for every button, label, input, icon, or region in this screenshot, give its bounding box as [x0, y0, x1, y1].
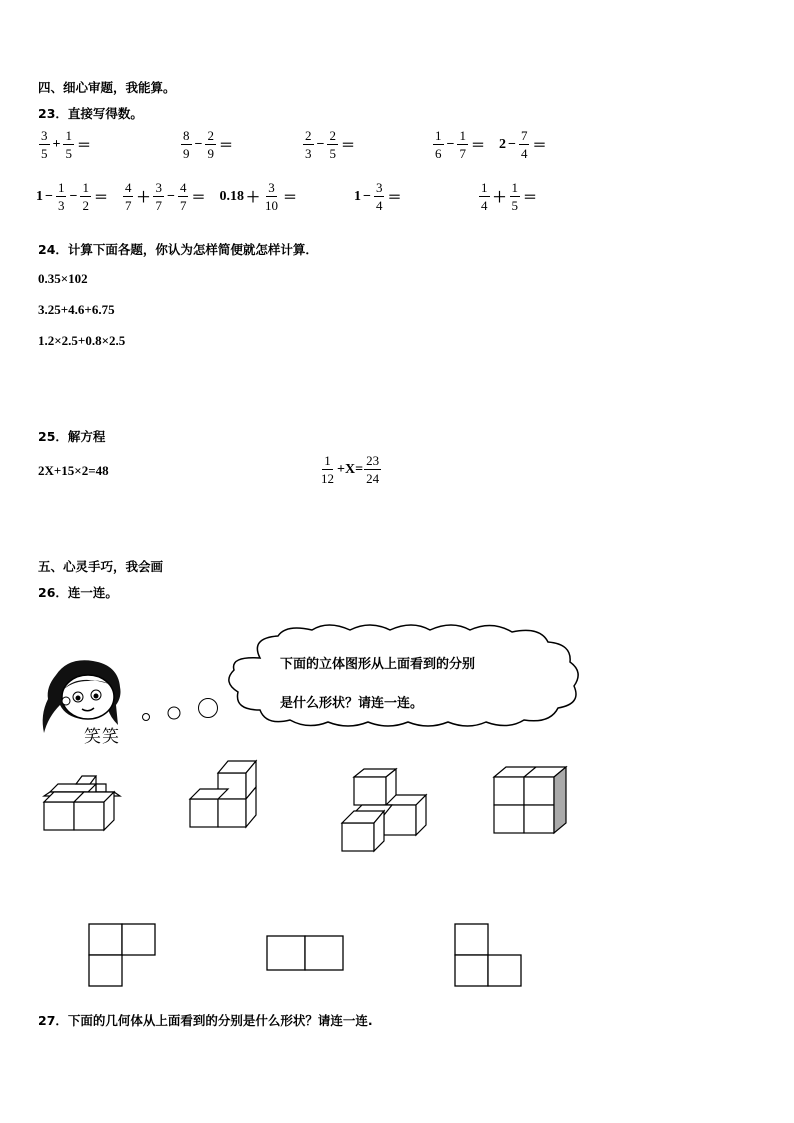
top-view-option-2[interactable] [264, 934, 348, 974]
q24-item: 0.35×102 [38, 271, 88, 286]
thought-cloud [220, 622, 585, 732]
fraction-numerator: 23 [366, 453, 380, 468]
section4-title: 四、细心审题，我能算。 [38, 80, 176, 95]
fraction-numerator: 1 [459, 128, 466, 143]
q23-expr [302, 128, 369, 161]
fraction-numerator: 3 [268, 180, 275, 195]
solid-figure-4 [490, 765, 572, 839]
fraction-numerator: 1 [82, 180, 89, 195]
fraction-numerator: 2 [207, 128, 214, 143]
fraction-numerator: 1 [481, 180, 488, 195]
fraction-denominator: 5 [65, 146, 72, 161]
fraction [205, 128, 216, 161]
q24-label: 24．计算下面各题，你认为怎样简便就怎样计算． [38, 242, 318, 257]
fraction [327, 128, 338, 161]
bubble-line-1: 下面的立体图形从上面看到的分别 [280, 657, 476, 672]
q25-equation-1: 2X+15×2=48 [38, 463, 109, 478]
math-operator: ＋ [136, 190, 151, 206]
fraction-numerator: 8 [183, 128, 190, 143]
fraction-denominator: 9 [207, 146, 214, 161]
math-operator: − [316, 136, 325, 152]
math-operator: ＝ [532, 138, 547, 154]
q26-label: 26．连一连。 [38, 585, 118, 600]
fraction-denominator: 7 [179, 198, 187, 213]
math-operator: ＝ [191, 190, 206, 206]
fraction [479, 180, 490, 213]
character-name: 笑笑 [84, 727, 120, 747]
fraction [63, 128, 74, 161]
math-text: 1 [36, 188, 43, 204]
math-operator: ＝ [218, 138, 233, 154]
fraction-denominator: 7 [155, 198, 162, 213]
fraction-numerator: 3 [375, 180, 383, 195]
math-operator: − [69, 188, 78, 204]
fraction [39, 128, 50, 161]
bubble-line-2: 是什么形状？请连一连。 [280, 696, 424, 711]
fraction [123, 180, 134, 213]
fraction-numerator: 1 [57, 180, 65, 195]
fraction-denominator: 12 [321, 471, 334, 486]
top-view-option-1[interactable] [86, 922, 158, 988]
fraction [263, 180, 280, 213]
top-view-option-3[interactable] [452, 922, 526, 988]
fraction-denominator: 5 [511, 198, 518, 213]
fraction-numerator: 4 [124, 180, 132, 195]
fraction-denominator: 7 [459, 146, 466, 161]
q25-equation-2 [318, 453, 382, 486]
fraction [181, 128, 192, 161]
q23-expr [36, 180, 311, 213]
math-operator: − [446, 136, 455, 152]
math-operator: ＝ [387, 190, 402, 206]
q23-expr [180, 128, 247, 161]
q23-expr [354, 180, 415, 213]
q23-expr [478, 180, 551, 213]
fraction-numerator: 2 [329, 128, 336, 143]
q24-item: 1.2×2.5+0.8×2.5 [38, 333, 126, 348]
thought-dots [140, 695, 220, 725]
math-operator: ＋ [245, 190, 260, 206]
q23-expr [432, 128, 560, 161]
solid-figure-2 [186, 755, 266, 831]
q24-item: 3.25+4.6+6.75 [38, 302, 115, 317]
q27-label: 27．下面的几何体从上面看到的分别是什么形状？请连一连. [38, 1013, 373, 1028]
fraction [319, 453, 336, 486]
fraction-numerator: 3 [41, 128, 48, 143]
fraction-numerator: 1 [435, 128, 442, 143]
fraction-numerator: 4 [179, 180, 187, 195]
math-operator: + [52, 136, 61, 152]
fraction-numerator: 1 [511, 180, 518, 195]
fraction-denominator: 24 [366, 471, 380, 486]
section5-title: 五、心灵手巧，我会画 [38, 559, 164, 574]
math-operator: ＝ [470, 138, 485, 154]
math-text: 1 [354, 188, 361, 204]
fraction-denominator: 5 [41, 146, 48, 161]
fraction [178, 180, 189, 213]
fraction-denominator: 9 [183, 146, 190, 161]
fraction-denominator: 7 [124, 198, 132, 213]
fraction-numerator: 1 [65, 128, 72, 143]
math-operator: ＝ [282, 190, 297, 206]
fraction [153, 180, 164, 213]
math-operator: − [45, 188, 53, 204]
fraction-denominator: 4 [520, 146, 528, 161]
fraction [374, 180, 385, 213]
fraction [364, 453, 381, 486]
fraction-denominator: 5 [329, 146, 336, 161]
fraction [433, 128, 444, 161]
math-operator: ＝ [76, 138, 91, 154]
solid-figure-1 [38, 772, 128, 834]
math-operator: − [166, 188, 175, 204]
q23-expr [38, 128, 105, 161]
fraction-denominator: 6 [435, 146, 442, 161]
math-operator: ＝ [523, 190, 537, 206]
fraction-numerator: 1 [324, 453, 331, 468]
fraction-numerator: 3 [155, 180, 162, 195]
math-operator: − [194, 136, 203, 152]
math-operator: ＝ [93, 190, 108, 206]
fraction-numerator: 2 [305, 128, 312, 143]
fraction-denominator: 3 [305, 146, 312, 161]
fraction-denominator: 4 [375, 198, 383, 213]
fraction-denominator: 4 [481, 198, 488, 213]
math-text: +X= [337, 461, 364, 477]
fraction [80, 180, 91, 213]
fraction [457, 128, 468, 161]
fraction-denominator: 10 [264, 198, 278, 213]
fraction-denominator: 3 [57, 198, 65, 213]
fraction-numerator: 7 [520, 128, 528, 143]
math-operator: − [507, 136, 516, 152]
q23-label: 23．直接写得数。 [38, 106, 143, 121]
math-operator: ＋ [492, 190, 507, 206]
math-text: 0.18 [219, 188, 244, 204]
fraction [56, 180, 67, 213]
math-operator: ＝ [340, 138, 355, 154]
fraction [510, 180, 521, 213]
q25-label: 25．解方程 [38, 429, 106, 444]
math-text: 2 [498, 136, 506, 152]
solid-figure-3 [338, 765, 428, 855]
math-operator: − [363, 188, 371, 204]
fraction-denominator: 2 [82, 198, 89, 213]
fraction [519, 128, 530, 161]
fraction [303, 128, 314, 161]
